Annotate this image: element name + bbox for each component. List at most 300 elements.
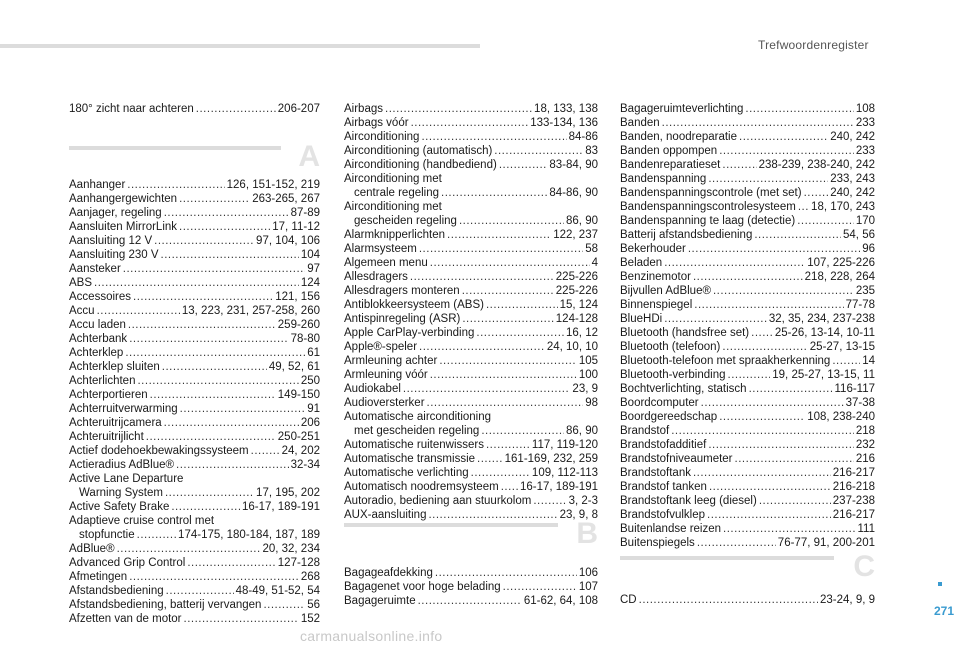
index-entry bbox=[344, 228, 598, 242]
entry-pages: 37-38 bbox=[845, 397, 875, 409]
index-entry bbox=[344, 214, 598, 228]
watermark: carmanualsonline.info bbox=[300, 628, 443, 644]
entry-label: Airconditioning met bbox=[344, 173, 442, 185]
entry-pages: 96 bbox=[862, 243, 875, 255]
entry-pages: 237-238 bbox=[832, 495, 875, 507]
entry-label: Achteruitrijlicht bbox=[69, 431, 144, 443]
index-entry bbox=[69, 514, 320, 528]
entry-label: Airconditioning bbox=[344, 131, 420, 143]
dot-leader bbox=[179, 220, 270, 234]
index-entry bbox=[69, 332, 320, 346]
index-entry bbox=[344, 312, 598, 326]
index-entry bbox=[620, 452, 875, 466]
entry-pages: 86, 90 bbox=[566, 425, 598, 437]
dot-leader bbox=[693, 270, 803, 284]
index-entry bbox=[344, 452, 598, 466]
dot-leader bbox=[722, 340, 807, 354]
entry-pages: 17, 11-12 bbox=[272, 221, 320, 233]
entry-pages: 87-89 bbox=[290, 207, 320, 219]
index-entry bbox=[620, 256, 875, 270]
entry-label: Bluetooth-telefoon met spraakherkenning bbox=[620, 355, 831, 367]
dot-leader bbox=[251, 444, 280, 458]
index-entry bbox=[69, 430, 320, 444]
entry-pages: 24, 10, 10 bbox=[546, 341, 598, 353]
index-entry bbox=[344, 200, 598, 214]
dot-leader bbox=[441, 186, 547, 200]
entry-pages: 16-17, 189-191 bbox=[241, 501, 320, 513]
dot-leader bbox=[459, 214, 564, 228]
entry-pages: 16, 12 bbox=[566, 327, 598, 339]
entry-label: Airconditioning (handbediend) bbox=[344, 159, 497, 171]
index-column-1-a bbox=[69, 178, 320, 626]
entry-label: Achterlichten bbox=[69, 375, 136, 387]
entry-pages: 78-80 bbox=[290, 333, 320, 345]
entry-pages: 127-128 bbox=[277, 557, 320, 569]
entry-pages: 216 bbox=[855, 453, 875, 465]
index-entry bbox=[620, 354, 875, 368]
index-entry bbox=[620, 284, 875, 298]
entry-label: Aansteker bbox=[69, 263, 121, 275]
index-entry bbox=[69, 248, 320, 262]
dot-leader bbox=[462, 312, 553, 326]
index-column-1-top bbox=[69, 102, 320, 116]
entry-label: Audiokabel bbox=[344, 383, 401, 395]
index-entry bbox=[69, 416, 320, 430]
dot-leader bbox=[754, 228, 841, 242]
entry-pages: 13, 223, 231, 257-258, 260 bbox=[181, 305, 320, 317]
entry-label: Accu bbox=[69, 305, 95, 317]
entry-pages: 240, 242 bbox=[830, 187, 875, 199]
dot-leader bbox=[499, 158, 548, 172]
index-entry bbox=[620, 298, 875, 312]
index-entry bbox=[344, 508, 598, 522]
entry-pages: 108 bbox=[855, 103, 875, 115]
entry-pages: 263-265, 267 bbox=[252, 193, 320, 205]
entry-label: Bluetooth-verbinding bbox=[620, 369, 726, 381]
index-entry bbox=[620, 536, 875, 550]
index-entry bbox=[344, 424, 598, 438]
entry-label: Bluetooth (handsfree set) bbox=[620, 327, 750, 339]
index-entry bbox=[69, 612, 320, 626]
index-entry bbox=[344, 186, 598, 200]
entry-pages: 225-226 bbox=[555, 285, 598, 297]
dot-leader bbox=[187, 556, 275, 570]
entry-label: Binnenspiegel bbox=[620, 299, 693, 311]
index-entry bbox=[620, 214, 875, 228]
dot-leader bbox=[179, 192, 250, 206]
dot-leader bbox=[418, 594, 522, 608]
dot-leader bbox=[180, 402, 306, 416]
entry-label: Accu laden bbox=[69, 319, 126, 331]
dot-leader bbox=[447, 228, 551, 242]
entry-pages: 19, 25-27, 13-15, 11 bbox=[772, 369, 875, 381]
dot-leader bbox=[639, 593, 818, 607]
index-entry bbox=[69, 500, 320, 514]
dot-leader bbox=[671, 424, 854, 438]
dot-leader bbox=[419, 340, 545, 354]
dot-leader bbox=[117, 542, 261, 556]
index-entry bbox=[344, 284, 598, 298]
dot-leader bbox=[708, 172, 828, 186]
entry-label: Aansluiting 230 V bbox=[69, 249, 159, 261]
dot-leader bbox=[196, 102, 276, 116]
dot-leader bbox=[481, 424, 564, 438]
entry-label: Active Lane Departure bbox=[69, 473, 184, 485]
entry-label: Airconditioning (automatisch) bbox=[344, 145, 493, 157]
entry-label: Brandstoftank bbox=[620, 467, 691, 479]
dot-leader bbox=[533, 494, 566, 508]
dot-leader bbox=[798, 200, 809, 214]
entry-label: Banden, noodreparatie bbox=[620, 131, 738, 143]
entry-label: Airconditioning met bbox=[344, 201, 442, 213]
dot-leader bbox=[745, 102, 853, 116]
entry-label: Aanhangergewichten bbox=[69, 193, 178, 205]
entry-label: gescheiden regeling bbox=[354, 215, 457, 227]
index-entry bbox=[344, 354, 598, 368]
dot-leader bbox=[164, 206, 289, 220]
dot-leader bbox=[804, 186, 829, 200]
section-c-letter: C bbox=[853, 550, 875, 583]
entry-pages: 161-169, 232, 259 bbox=[504, 453, 598, 465]
entry-pages: 58 bbox=[585, 243, 598, 255]
index-entry bbox=[69, 388, 320, 402]
dot-leader bbox=[751, 326, 773, 340]
entry-label: Antispinregeling (ASR) bbox=[344, 313, 461, 325]
entry-pages: 238-239, 238-240, 242 bbox=[758, 159, 875, 171]
dot-leader bbox=[410, 270, 554, 284]
index-entry bbox=[620, 270, 875, 284]
entry-label: Achteruitrijcamera bbox=[69, 417, 162, 429]
entry-label: Automatisch noodremsysteem bbox=[344, 481, 499, 493]
entry-label: Accessoires bbox=[69, 291, 131, 303]
dot-leader bbox=[385, 102, 532, 116]
index-entry bbox=[344, 158, 598, 172]
entry-pages: 3, 2-3 bbox=[568, 495, 598, 507]
index-entry bbox=[620, 326, 875, 340]
index-entry bbox=[620, 438, 875, 452]
index-entry bbox=[344, 480, 598, 494]
index-entry bbox=[344, 270, 598, 284]
index-entry bbox=[69, 206, 320, 220]
entry-pages: 48-49, 51-52, 54 bbox=[235, 585, 320, 597]
entry-label: Bandenspanning te laag (detectie) bbox=[620, 215, 796, 227]
entry-label: Automatische verlichting bbox=[344, 467, 469, 479]
entry-label: Buitenspiegels bbox=[620, 537, 695, 549]
entry-pages: 25-26, 13-14, 10-11 bbox=[774, 327, 875, 339]
dot-leader bbox=[162, 360, 267, 374]
index-entry bbox=[620, 130, 875, 144]
dot-leader bbox=[428, 508, 557, 522]
index-entry bbox=[69, 276, 320, 290]
index-entry bbox=[69, 402, 320, 416]
index-entry bbox=[620, 410, 875, 424]
dot-leader bbox=[664, 312, 767, 326]
dot-leader bbox=[171, 500, 240, 514]
entry-label: Banden bbox=[620, 117, 660, 129]
entry-pages: 98 bbox=[585, 397, 598, 409]
dot-leader bbox=[97, 304, 180, 318]
entry-pages: 111 bbox=[857, 523, 875, 535]
index-entry bbox=[620, 186, 875, 200]
entry-pages: 15, 124 bbox=[559, 299, 598, 311]
index-entry bbox=[620, 480, 875, 494]
dot-leader bbox=[435, 566, 577, 580]
index-entry bbox=[344, 172, 598, 186]
entry-label: Warning System bbox=[79, 487, 163, 499]
entry-label: Boordgereedschap bbox=[620, 411, 718, 423]
entry-label: Autoradio, bediening aan stuurkolom bbox=[344, 495, 532, 507]
entry-label: Afmetingen bbox=[69, 571, 128, 583]
entry-label: Bagagenet voor hoge belading bbox=[344, 581, 501, 593]
entry-label: Afzetten van de motor bbox=[69, 613, 182, 625]
entry-pages: 216-218 bbox=[832, 481, 875, 493]
entry-label: Bandenspanningscontrole (met set) bbox=[620, 187, 802, 199]
dot-leader bbox=[146, 430, 276, 444]
dot-leader bbox=[125, 346, 305, 360]
index-entry bbox=[620, 396, 875, 410]
dot-leader bbox=[161, 248, 299, 262]
entry-pages: 133-134, 136 bbox=[530, 117, 598, 129]
dot-leader bbox=[832, 354, 860, 368]
dot-leader bbox=[694, 298, 843, 312]
dot-leader bbox=[471, 466, 530, 480]
entry-label: Automatische ruitenwissers bbox=[344, 439, 484, 451]
entry-label: AUX-aansluiting bbox=[344, 509, 427, 521]
entry-pages: 216-217 bbox=[832, 467, 875, 479]
index-entry bbox=[344, 368, 598, 382]
index-entry bbox=[344, 116, 598, 130]
dot-leader bbox=[688, 242, 860, 256]
entry-pages: 16-17, 189-191 bbox=[519, 481, 598, 493]
index-entry bbox=[69, 570, 320, 584]
index-entry bbox=[344, 340, 598, 354]
index-entry bbox=[620, 312, 875, 326]
dot-leader bbox=[419, 242, 583, 256]
entry-pages: 23, 9 bbox=[572, 383, 598, 395]
index-entry bbox=[69, 584, 320, 598]
dot-leader bbox=[749, 382, 833, 396]
entry-pages: 108, 238-240 bbox=[807, 411, 875, 423]
index-entry bbox=[344, 566, 598, 580]
entry-label: Allesdragers bbox=[344, 271, 408, 283]
index-entry bbox=[344, 396, 598, 410]
entry-label: Armleuning achter bbox=[344, 355, 438, 367]
entry-pages: 77-78 bbox=[845, 299, 875, 311]
index-column-3-b bbox=[620, 102, 875, 550]
entry-pages: 206-207 bbox=[277, 103, 320, 115]
index-entry bbox=[69, 458, 320, 472]
index-entry bbox=[344, 326, 598, 340]
entry-label: Allesdragers monteren bbox=[344, 285, 460, 297]
dot-leader bbox=[735, 452, 854, 466]
index-entry bbox=[620, 340, 875, 354]
entry-pages: 232 bbox=[855, 439, 875, 451]
index-entry bbox=[344, 410, 598, 424]
entry-pages: 84-86 bbox=[568, 131, 598, 143]
entry-pages: 122, 237 bbox=[553, 229, 598, 241]
index-entry bbox=[69, 598, 320, 612]
index-entry bbox=[69, 102, 320, 116]
dot-leader bbox=[662, 116, 854, 130]
entry-label: Brandstof tanken bbox=[620, 481, 707, 493]
index-entry bbox=[344, 494, 598, 508]
entry-pages: 174-175, 180-184, 187, 189 bbox=[178, 529, 320, 541]
entry-pages: 268 bbox=[300, 571, 320, 583]
dot-leader bbox=[462, 284, 554, 298]
entry-pages: 20, 32, 234 bbox=[262, 543, 320, 555]
dot-leader bbox=[697, 536, 776, 550]
index-entry bbox=[620, 508, 875, 522]
entry-pages: 14 bbox=[862, 355, 875, 367]
entry-label: 180° zicht naar achteren bbox=[69, 103, 194, 115]
entry-label: Afstandsbediening bbox=[69, 585, 164, 597]
index-entry bbox=[344, 382, 598, 396]
entry-pages: 97, 104, 106 bbox=[256, 235, 320, 247]
entry-label: Achterklep bbox=[69, 347, 124, 359]
index-entry bbox=[69, 234, 320, 248]
index-entry bbox=[620, 144, 875, 158]
entry-pages: 97 bbox=[307, 263, 320, 275]
dot-leader bbox=[693, 466, 831, 480]
dot-leader bbox=[494, 144, 583, 158]
entry-pages: 18, 133, 138 bbox=[534, 103, 598, 115]
entry-label: Banden oppompen bbox=[620, 145, 718, 157]
entry-label: Aanjager, regeling bbox=[69, 207, 162, 219]
index-entry bbox=[620, 158, 875, 172]
entry-label: Bekerhouder bbox=[620, 243, 686, 255]
entry-label: Achterbank bbox=[69, 333, 128, 345]
index-entry bbox=[344, 256, 598, 270]
entry-pages: 32, 35, 234, 237-238 bbox=[768, 313, 875, 325]
entry-pages: 117, 119-120 bbox=[531, 439, 598, 451]
index-column-3-c bbox=[620, 593, 875, 607]
section-b-divider bbox=[344, 517, 598, 550]
entry-pages: 233, 243 bbox=[830, 173, 875, 185]
entry-label: Advanced Grip Control bbox=[69, 557, 186, 569]
entry-label: ABS bbox=[69, 277, 93, 289]
entry-pages: 107, 225-226 bbox=[807, 257, 875, 269]
dot-leader bbox=[430, 368, 577, 382]
entry-pages: 56 bbox=[307, 599, 320, 611]
entry-pages: 124 bbox=[300, 277, 320, 289]
entry-label: Actief dodehoekbewakingssysteem bbox=[69, 445, 249, 457]
dot-leader bbox=[707, 508, 831, 522]
section-b-rule bbox=[344, 523, 558, 527]
section-c-rule bbox=[620, 556, 834, 560]
entry-label: Bochtverlichting, statisch bbox=[620, 383, 747, 395]
index-entry bbox=[620, 116, 875, 130]
index-entry bbox=[69, 220, 320, 234]
entry-label: Bagageruimte bbox=[344, 595, 416, 607]
dot-leader bbox=[797, 214, 854, 228]
entry-label: Apple CarPlay-verbinding bbox=[344, 327, 475, 339]
index-entry bbox=[69, 374, 320, 388]
entry-pages: 4 bbox=[591, 257, 598, 269]
dot-leader bbox=[403, 382, 571, 396]
entry-label: Airbags vóór bbox=[344, 117, 409, 129]
entry-pages: 116-117 bbox=[834, 383, 875, 395]
section-a-letter: A bbox=[298, 140, 320, 173]
index-entry bbox=[344, 242, 598, 256]
entry-pages: 240, 242 bbox=[830, 131, 875, 143]
dot-leader bbox=[430, 256, 590, 270]
entry-pages: 54, 56 bbox=[843, 229, 875, 241]
entry-pages: 25-27, 13-15 bbox=[809, 341, 875, 353]
entry-pages: 83 bbox=[585, 145, 598, 157]
entry-pages: 17, 195, 202 bbox=[256, 487, 320, 499]
entry-label: Brandstofniveaumeter bbox=[620, 453, 733, 465]
entry-pages: 84-86, 90 bbox=[549, 187, 598, 199]
dot-leader bbox=[133, 290, 273, 304]
index-entry bbox=[620, 200, 875, 214]
entry-pages: 233 bbox=[855, 145, 875, 157]
entry-label: Aansluiten MirrorLink bbox=[69, 221, 178, 233]
entry-label: centrale regeling bbox=[354, 187, 440, 199]
entry-label: Airbags bbox=[344, 103, 383, 115]
dot-leader bbox=[486, 298, 558, 312]
index-entry bbox=[620, 368, 875, 382]
dot-leader bbox=[137, 374, 298, 388]
entry-pages: 235 bbox=[855, 285, 875, 297]
entry-label: CD bbox=[620, 594, 637, 606]
dot-leader bbox=[127, 178, 224, 192]
entry-pages: 49, 52, 61 bbox=[268, 361, 320, 373]
entry-label: Alarmknipperlichten bbox=[344, 229, 445, 241]
entry-pages: 225-226 bbox=[555, 271, 598, 283]
entry-pages: 126, 151-152, 219 bbox=[226, 179, 320, 191]
section-b-letter: B bbox=[576, 517, 598, 550]
entry-label: Actieradius AdBlue® bbox=[69, 459, 175, 471]
index-column-2-b bbox=[344, 566, 598, 608]
entry-label: Brandstof bbox=[620, 425, 670, 437]
entry-pages: 24, 202 bbox=[281, 445, 320, 457]
index-entry bbox=[344, 298, 598, 312]
dot-leader bbox=[129, 332, 288, 346]
index-entry bbox=[344, 438, 598, 452]
dot-leader bbox=[123, 262, 305, 276]
index-entry bbox=[69, 318, 320, 332]
entry-pages: 32-34 bbox=[290, 459, 320, 471]
entry-label: Achterruitverwarming bbox=[69, 403, 178, 415]
entry-label: Automatische transmissie bbox=[344, 453, 476, 465]
index-entry bbox=[69, 444, 320, 458]
entry-pages: 23, 9, 8 bbox=[559, 509, 598, 521]
entry-pages: 76-77, 91, 200-201 bbox=[777, 537, 875, 549]
entry-label: Benzinemotor bbox=[620, 271, 691, 283]
entry-pages: 61 bbox=[307, 347, 320, 359]
entry-label: Bagageafdekking bbox=[344, 567, 433, 579]
entry-label: Aansluiting 12 V bbox=[69, 235, 153, 247]
dot-leader bbox=[486, 438, 530, 452]
entry-label: BlueHDi bbox=[620, 313, 663, 325]
entry-pages: 233 bbox=[855, 117, 875, 129]
entry-pages: 61-62, 64, 108 bbox=[523, 595, 598, 607]
dot-leader bbox=[154, 234, 254, 248]
dot-leader bbox=[719, 410, 805, 424]
entry-pages: 216-217 bbox=[832, 509, 875, 521]
entry-pages: 107 bbox=[578, 581, 598, 593]
dot-leader bbox=[739, 130, 828, 144]
entry-pages: 218, 228, 264 bbox=[804, 271, 875, 283]
section-a-divider bbox=[69, 140, 320, 173]
entry-label: stopfunctie bbox=[79, 529, 135, 541]
page-number: 271 bbox=[934, 604, 955, 618]
entry-label: Armleuning vóór bbox=[344, 369, 428, 381]
index-entry bbox=[69, 360, 320, 374]
entry-pages: 100 bbox=[578, 369, 598, 381]
entry-pages: 23-24, 9, 9 bbox=[820, 594, 875, 606]
dot-leader bbox=[137, 528, 176, 542]
